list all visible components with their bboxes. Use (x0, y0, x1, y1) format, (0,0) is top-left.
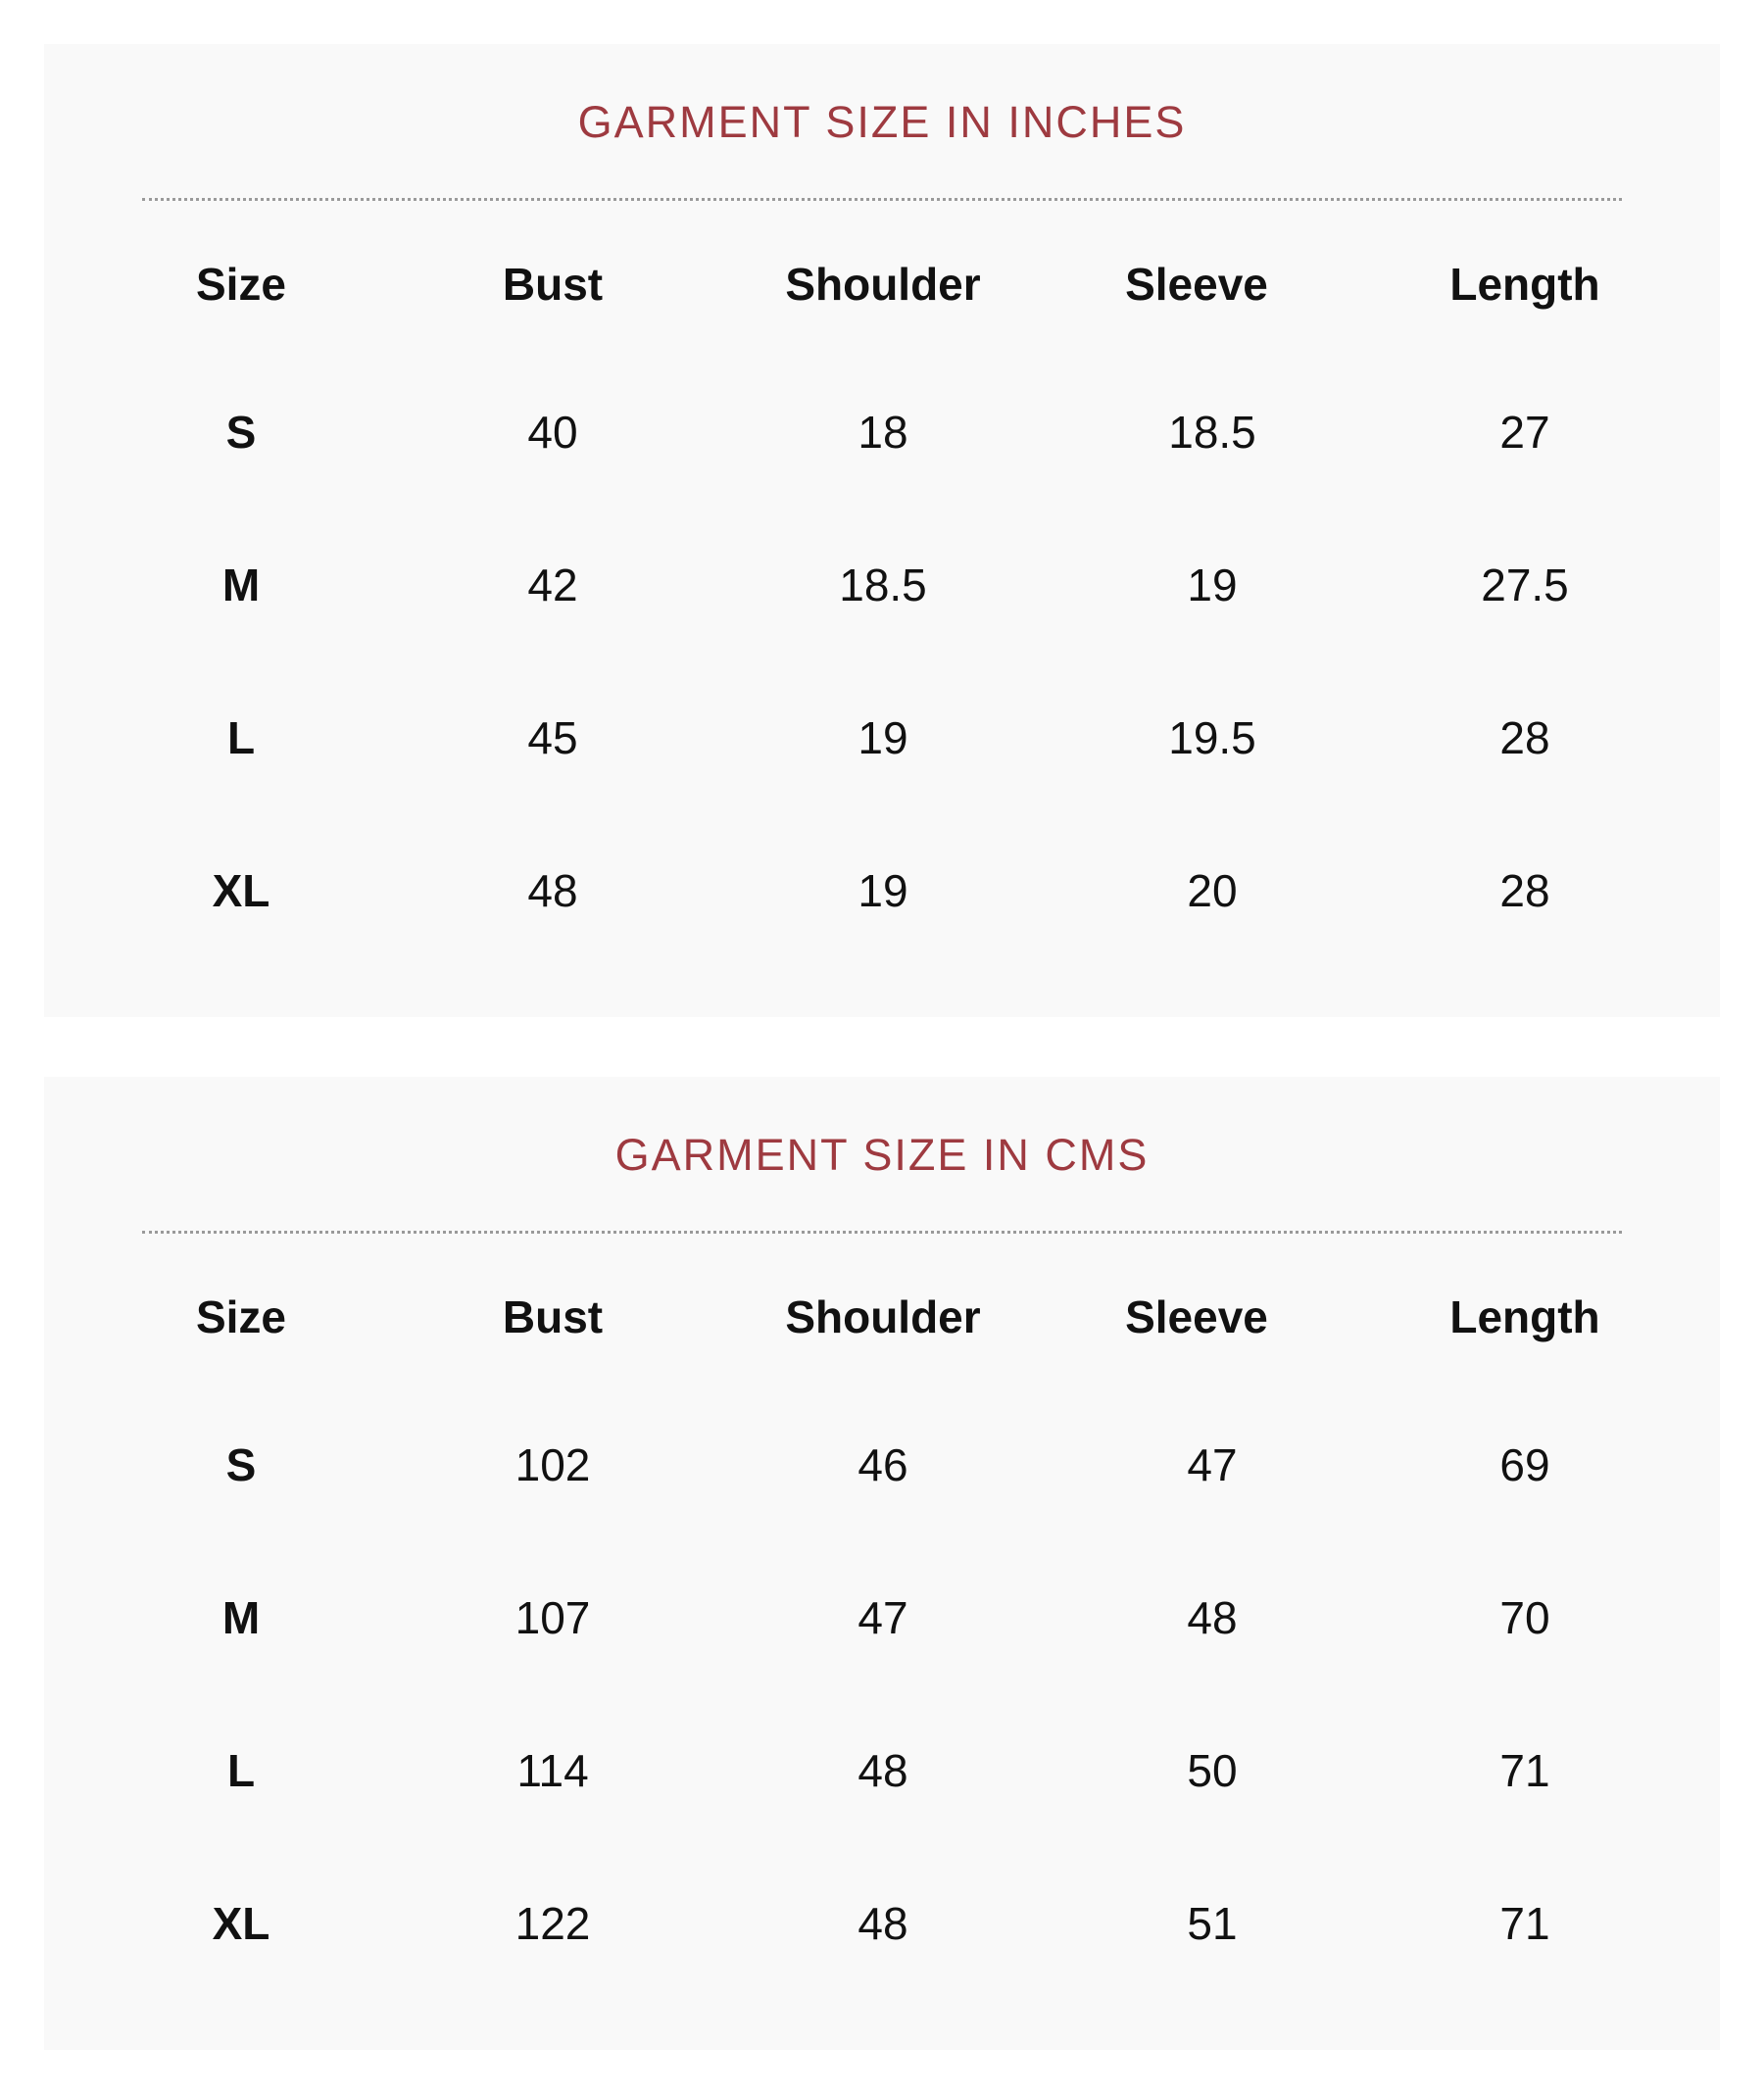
table-header-row (44, 1288, 1720, 1346)
header-length: Length (1449, 259, 1600, 310)
dotted-divider (142, 1231, 1622, 1234)
table-header-row (44, 255, 1720, 314)
header-shoulder: Shoulder (785, 1291, 981, 1342)
sleeve-cell: 19 (1187, 560, 1238, 610)
length-cell: 28 (1499, 712, 1550, 763)
shoulder-cell: 48 (858, 1898, 908, 1949)
bust-cell: 40 (527, 407, 578, 458)
length-cell: 71 (1499, 1898, 1550, 1949)
header-bust: Bust (502, 1291, 604, 1342)
shoulder-cell: 18 (858, 407, 908, 458)
size-cell: XL (212, 1898, 270, 1949)
sleeve-cell: 48 (1187, 1592, 1238, 1643)
sleeve-cell: 50 (1187, 1745, 1238, 1796)
length-cell: 28 (1499, 865, 1550, 916)
shoulder-cell: 19 (858, 865, 908, 916)
bust-cell: 48 (527, 865, 578, 916)
sleeve-cell: 47 (1187, 1439, 1238, 1490)
header-bust: Bust (502, 259, 604, 310)
shoulder-cell: 48 (858, 1745, 908, 1796)
table-row (44, 1588, 1720, 1647)
table-row (44, 708, 1720, 767)
bust-cell: 114 (516, 1745, 589, 1796)
sleeve-cell: 20 (1187, 865, 1238, 916)
table-row (44, 861, 1720, 920)
size-table-cms (44, 1077, 1720, 2050)
shoulder-cell: 18.5 (839, 560, 927, 610)
sleeve-cell: 51 (1187, 1898, 1238, 1949)
size-cell: S (225, 1439, 257, 1490)
size-cell: L (226, 712, 256, 763)
bust-cell: 42 (527, 560, 578, 610)
bust-cell: 45 (527, 712, 578, 763)
shoulder-cell: 19 (858, 712, 908, 763)
size-cell: L (226, 1745, 256, 1796)
header-size: Size (195, 1291, 287, 1342)
size-cell: M (221, 1592, 261, 1643)
shoulder-cell: 46 (858, 1439, 908, 1490)
size-cell: XL (212, 865, 270, 916)
sleeve-cell: 19.5 (1168, 712, 1256, 763)
header-shoulder: Shoulder (785, 259, 981, 310)
table-row (44, 403, 1720, 462)
sleeve-cell: 18.5 (1168, 407, 1256, 458)
length-cell: 69 (1499, 1439, 1550, 1490)
table-row (44, 1436, 1720, 1494)
size-cell: M (221, 560, 261, 610)
length-cell: 27 (1499, 407, 1550, 458)
bust-cell: 102 (514, 1439, 591, 1490)
bust-cell: 122 (514, 1898, 591, 1949)
dotted-divider (142, 198, 1622, 201)
header-sleeve: Sleeve (1125, 259, 1268, 310)
size-table-inches (44, 44, 1720, 1017)
header-sleeve: Sleeve (1125, 1291, 1268, 1342)
bust-cell: 107 (514, 1592, 591, 1643)
shoulder-cell: 47 (858, 1592, 908, 1643)
length-cell: 27.5 (1481, 560, 1569, 610)
table-title: GARMENT SIZE IN CMS (614, 1130, 1150, 1180)
header-size: Size (195, 259, 287, 310)
table-row (44, 1894, 1720, 1953)
length-cell: 70 (1499, 1592, 1550, 1643)
table-row (44, 556, 1720, 614)
table-title: GARMENT SIZE IN INCHES (577, 97, 1187, 147)
header-length: Length (1449, 1291, 1600, 1342)
length-cell: 71 (1499, 1745, 1550, 1796)
size-cell: S (225, 407, 257, 458)
table-row (44, 1741, 1720, 1800)
